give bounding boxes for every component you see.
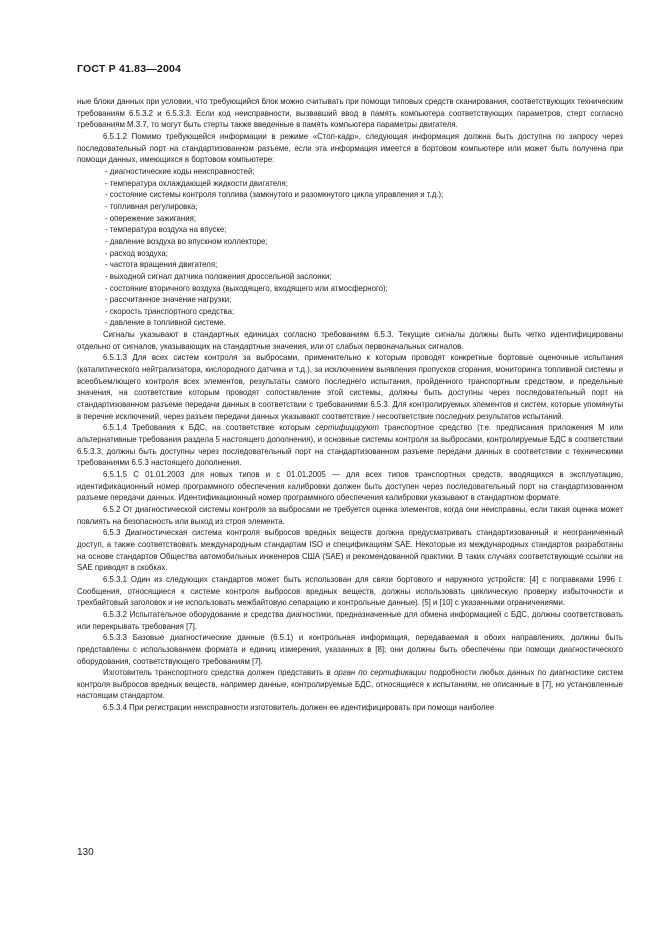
list-item: - частота вращения двигателя;	[105, 260, 218, 270]
list-item: - температура воздуха на впуске;	[105, 225, 227, 235]
paragraph-manufacturer: Изготовитель транспортного средства должен представить в орган по сертификации подробности любых данных по диагностике систем контроля выбросов вредных веществ, например данные, контролируемые БДС, относящиеся к испытаниям, не описанные в [7], но установленные настоящим стандартом.	[77, 668, 623, 701]
paragraph-6-5-1-5: 6.5.1.5 С 01.01.2003 для новых типов и с 01.01.2005 — для всех типов транспортных средств, вводящихся в эксплуатацию, идентификационный номер программного обеспечения калибровки должен быть доступен через последовательный порт на стандартизованном разъеме передачи данных. Идентификационный номер программного обеспечения калибровки указывают в стандартном формате.	[77, 470, 623, 503]
parameter-list	[77, 166, 623, 329]
paragraph-intro: ные блоки данных при условии, что требующийся блок можно считывать при помощи типовых средств сканирования, соответствующих техническим требованиям 6.5.3.2 и 6.5.3.3. Если код неисправности, вызвавший ввод в память компьютера соответствующих параметров, стерт согласно требованиям М.3.7, то могут быть стерты также введенные в память компьютера параметры двигателя.	[77, 97, 623, 130]
paragraph-6-5-2: 6.5.2 От диагностической системы контроля за выбросами не требуется оценка элементов, когда они неисправны, если такая оценка может повлиять на безопасность или выход из строя элемента.	[77, 504, 623, 526]
paragraph-6-5-1-3: 6.5.1.3 Для всех систем контроля за выбросами, применительно к которым проводят конкретные бортовые оценочные испытания (каталитического нейтрализатора, кислородного датчика и т.д.), за исключением выявления пропусков сгорания, мониторинга топливной системы и всеобъемлющего контроля всех элементов, результаты самого последнего испытания, пройденного транспортным средством, и предельные значения, на соответствие которым проводят сопоставление этой системы, должны быть доступны через последовательный порт на стандартизованном разъеме передачи данных в соответствии с требованиями 6.5.3. Для контролируемых элементов и систем, которые упомянуты в перечне исключений, через разъем передачи данных указывают соответствие / несоответствие последних результатов испытаний.	[77, 353, 623, 421]
list-item: - давление в топливной системе.	[105, 318, 226, 328]
paragraph-6-5-1-2: 6.5.1.2 Помимо требующейся информации в режиме «Стоп-кадр», следующая информация должна быть доступна по запросу через последовательный порт на стандартизованном разъеме, если эта информация имеется в бортовом компьютере или может быть получена при помощи данных, имеющихся в бортовом компьютере:	[77, 131, 623, 165]
page-body	[77, 96, 623, 714]
paragraph-6-5-3-2: 6.5.3.2 Испытательное оборудование и средства диагностики, предназначенные для обмена информацией с БДС, должны соответствовать или перекрывать требования [7].	[77, 609, 623, 631]
paragraph-6-5-3-4: 6.5.3.4 При регистрации неисправности изготовитель должен ее идентифицировать при помощи наиболее	[103, 703, 495, 713]
paragraph-6-5-3-3: 6.5.3.3 Базовые диагностические данные (6.5.1) и контрольная информация, передаваемая в обоих направлениях, должны быть представлены с использованием формата и единиц измерения, указанных в [8]; они должны быть обеспечены при помощи диагностического оборудования, соответствующего требованиям [7].	[77, 633, 623, 666]
document-header: ГОСТ Р 41.83—2004	[77, 63, 182, 75]
list-item: - скорость транспортного средства;	[105, 306, 235, 316]
list-item: - состояние вторичного воздуха (выходящего, входящего или атмосферного);	[105, 283, 388, 293]
list-item: - рассчитанное значение нагрузки;	[105, 295, 232, 305]
list-item: - диагностические коды неисправностей;	[105, 166, 255, 176]
list-item: - давление воздуха во впускном коллекторе;	[105, 236, 268, 246]
list-item: - расход воздуха;	[105, 248, 168, 258]
list-item: - выходной сигнал датчика положения дроссельной заслонки;	[105, 271, 332, 281]
list-item: - топливная регулировка;	[105, 201, 198, 211]
list-item: - опережение зажигания;	[105, 213, 197, 223]
list-item: - температура охлаждающей жидкости двигателя;	[105, 178, 288, 188]
paragraph-6-5-3-1: 6.5.3.1 Один из следующих стандартов может быть использован для связи бортового и наружного устройств: [4] с поправками 1996 г. Сообщения, относящиеся к системе контроля выбросов вредных веществ, должны использовать циклическую проверку избыточности и трехбайтовый заголовок и не использовать межбайтовую сепарацию и контрольные данные). [5] и [10] с указанными ограничениями.	[77, 574, 623, 608]
paragraph-signals: Сигналы указывают в стандартных единицах согласно требованиям 6.5.3. Текущие сигналы должны быть четко идентифицированы отдельно от сигналов, указывающих на стандартные значения, или от слабых первоначальных сигналов.	[77, 330, 623, 351]
list-item: - состояние системы контроля топлива (замкнутого и разомкнутого цикла управления и т.д.);	[105, 190, 444, 200]
page-number: 130	[77, 847, 94, 858]
paragraph-6-5-3: 6.5.3 Диагностическая система контроля выбросов вредных веществ должна предусматривать стандартизованный и неограниченный доступ, а также соответствовать международным стандартам ISO и спецификациям SAE. Некоторые из международных стандартов разработаны на основе стандартов Общества автомобильных инженеров США (SAE) и рекомендованной практики. В таких случаях соответствующие ссылки на SAE приводят в скобках.	[77, 528, 623, 573]
paragraph-6-5-1-4: 6.5.1.4 Требования к БДС, на соответствие которым сертифицируют транспортное средство (т.е. предписания приложения М или альтернативные требования раздела 5 настоящего дополнения), и основные системы контроля за выбросами, контролируемые БДС в соответствии 6.5.3.3, должны быть доступны через последовательный порт на стандартизованном разъеме передачи данных в соответствии с техническими требованиями 6.5.3 настоящего дополнения.	[77, 423, 623, 468]
